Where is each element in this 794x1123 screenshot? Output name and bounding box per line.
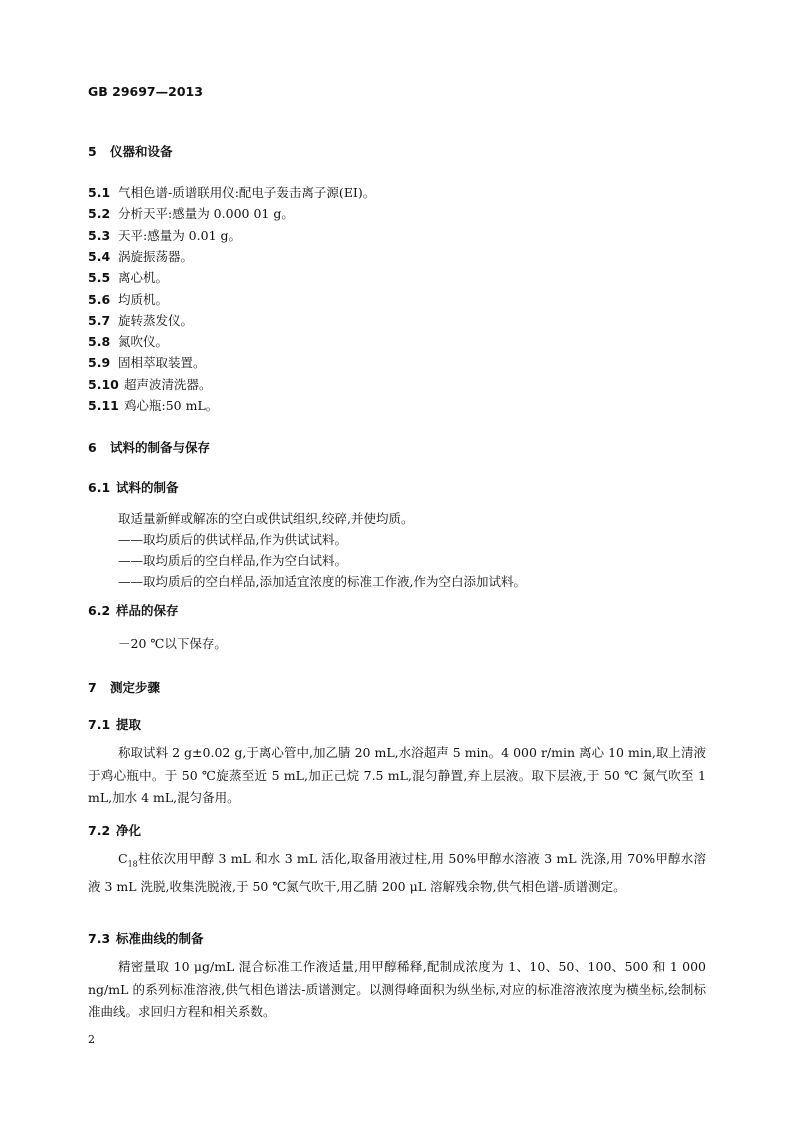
standard-header: GB 29697—2013 [88,84,203,99]
item-text: 天平:感量为 0.01 g。 [118,227,241,243]
equipment-item [88,332,168,350]
section-title: 试料的制备与保存 [110,440,211,455]
section-6-1-heading [88,478,179,496]
item-number: 5.1 [88,185,111,200]
equipment-item [88,311,193,329]
section-number: 6 [88,440,97,455]
equipment-item [88,396,218,414]
item-number: 5.5 [88,270,111,286]
section-number: 7.1 [88,717,111,732]
dash-item: ——取均质后的空白样品,作为空白试料。 [118,553,347,568]
item-number: 5.11 [88,398,119,413]
section-title: 样品的保存 [116,603,179,618]
paragraph: －20 ℃以下保存。 [118,636,227,651]
section-6-heading [88,438,210,456]
item-text: 鸡心瓶:50 mL。 [124,398,219,413]
section-number: 7 [88,680,97,695]
section-title: 仪器和设备 [110,144,173,159]
equipment-item [88,204,294,222]
item-text: 旋转蒸发仪。 [118,312,194,328]
item-text: 涡旋振荡器。 [118,248,194,264]
item-text: 离心机。 [118,270,169,286]
equipment-item [88,375,212,393]
section-6-2-heading [88,601,179,619]
section-title: 试料的制备 [116,480,179,495]
item-text: 气相色谱-质谱联用仪:配电子轰击离子源(EI)。 [118,185,376,200]
item-number: 5.4 [88,248,111,264]
equipment-item [88,183,375,201]
item-number: 5.9 [88,355,111,371]
page-number: 2 [88,1033,95,1046]
section-5-heading [88,142,173,160]
section-7-1-heading [88,715,141,733]
equipment-item [88,353,206,371]
c18-label: C [118,851,128,866]
dash-item: ——取均质后的供试样品,作为供试试料。 [118,532,347,547]
item-text: 均质机。 [118,291,169,307]
paragraph [88,848,706,899]
c18-subscript: 18 [127,859,138,869]
dash-item: ——取均质后的空白样品,添加适宜浓度的标准工作液,作为空白添加试料。 [118,574,526,589]
item-number: 5.3 [88,227,111,243]
item-number: 5.7 [88,312,111,328]
item-text: 分析天平:感量为 0.000 01 g。 [118,206,294,222]
section-number: 5 [88,144,97,159]
equipment-item [88,226,241,244]
paragraph: 取适量新鲜或解冻的空白或供试组织,绞碎,并使均质。 [118,511,414,526]
item-number: 5.6 [88,291,111,307]
section-7-heading [88,678,160,696]
paragraph: 称取试料 2 g±0.02 g,于离心管中,加乙腈 20 mL,水浴超声 5 min。4 000 r/min 离心 10 min,取上清液于鸡心瓶中。于 50 ℃旋蒸至近 5 mL,加正己烷 7.5 mL,混匀静置,弃上层液。取下层液,于 50 ℃ 氮气吹至 1 mL,加水 4 mL,混匀备用。 [88,745,706,805]
section-7-2-heading [88,821,141,839]
section-number: 6.2 [88,603,111,618]
section-7-3-heading [88,929,204,947]
section-number: 6.1 [88,480,111,495]
section-title: 提取 [116,717,142,732]
paragraph-text: 柱依次用甲醇 3 mL 和水 3 mL 活化,取备用液过柱,用 50%甲醇水溶液 3 mL 洗涤,用 70%甲醇水溶液 3 mL 洗脱,收集洗脱液,于 50 ℃氮气吹干,用乙腈 200 μL 溶解残余物,供气相色谱-质谱测定。 [88,851,706,894]
equipment-item [88,290,168,308]
item-text: 固相萃取装置。 [118,355,206,371]
section-title: 测定步骤 [110,680,161,695]
equipment-item [88,247,193,265]
item-text: 氮吹仪。 [118,334,169,350]
section-title: 净化 [116,823,142,838]
paragraph: 精密量取 10 μg/mL 混合标准工作液适量,用甲醇稀释,配制成浓度为 1、10、50、100、500 和 1 000 ng/mL 的系列标准溶液,供气相色谱法-质谱测定。以测得峰面积为纵坐标,对应的标准溶液浓度为横坐标,绘制标准曲线。求回归方程和相关系数。 [88,959,706,1019]
equipment-item [88,268,168,286]
item-number: 5.2 [88,206,111,222]
item-text: 超声波清洗器。 [124,376,212,392]
item-number: 5.8 [88,334,111,350]
section-number: 7.3 [88,931,111,946]
item-number: 5.10 [88,376,119,392]
section-title: 标准曲线的制备 [116,931,204,946]
section-number: 7.2 [88,823,111,838]
